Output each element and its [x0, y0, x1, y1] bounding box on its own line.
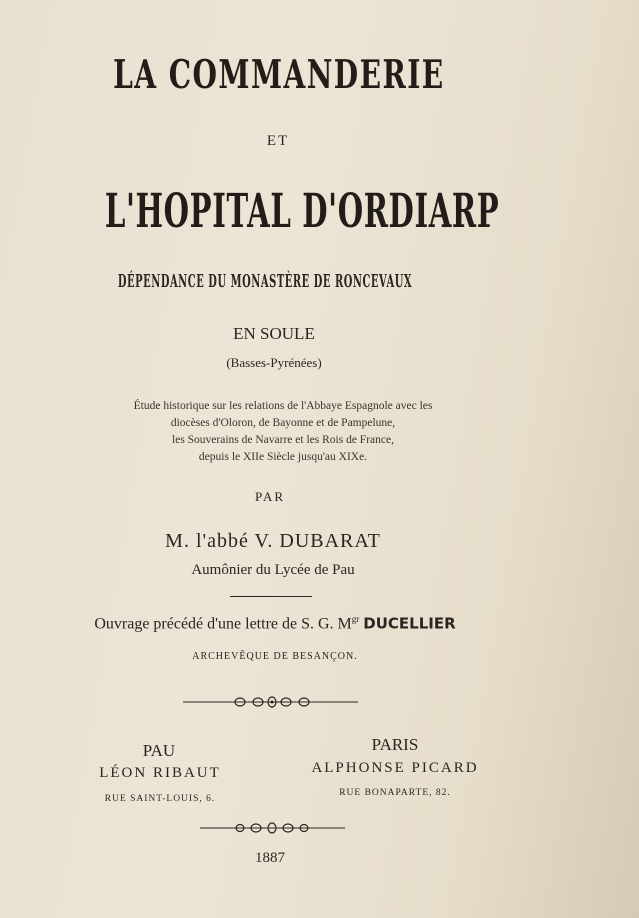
- publisher-left-address: RUE SAINT-LOUIS, 6.: [104, 794, 216, 804]
- publisher-right-city: PARIS: [371, 735, 419, 754]
- ornament-divider-bottom: [0, 820, 560, 836]
- conjunction: ET: [266, 133, 290, 149]
- publication-year: 1887: [255, 850, 285, 866]
- description-line-4: depuis le XIIe Siècle jusqu'au XIXe.: [198, 451, 368, 463]
- separator-rule: [230, 596, 312, 597]
- preface-line: [0, 614, 550, 633]
- publisher-left-name: LÉON RIBAUT: [99, 765, 221, 781]
- subtitle: DÉPENDANCE DU MONASTÈRE DE RONCEVAUX: [117, 271, 413, 292]
- publisher-left-city: PAU: [142, 741, 176, 760]
- publisher-right-name: ALPHONSE PICARD: [311, 760, 479, 776]
- preface-sup: gr: [351, 614, 360, 624]
- author: M. l'abbé V. DUBARAT: [165, 530, 381, 552]
- region: (Basses-Pyrénées): [226, 355, 322, 370]
- description-line-3: les Souverains de Navarre et les Rois de France,: [172, 434, 394, 446]
- description-line-1: Étude historique sur les relations de l'Abbaye Espagnole avec les: [133, 400, 433, 412]
- author-title: Aumônier du Lycée de Pau: [191, 562, 355, 578]
- preface-role: ARCHEVÊQUE DE BESANÇON.: [192, 651, 358, 662]
- ornament-divider-top: [0, 694, 560, 710]
- description-line-2: diocèses d'Oloron, de Bayonne et de Pampelune,: [170, 417, 396, 429]
- preface-prefix: Ouvrage précédé d'une lettre de S. G. M: [94, 615, 352, 633]
- title-line-1: LA COMMANDERIE: [113, 52, 445, 98]
- location: EN SOULE: [233, 324, 315, 343]
- preface-name: DUCELLIER: [363, 614, 456, 633]
- publisher-right-address: RUE BONAPARTE, 82.: [339, 788, 451, 798]
- by-label: PAR: [254, 489, 286, 504]
- title-line-2: L'HOPITAL D'ORDIARP: [104, 184, 500, 239]
- description: [0, 398, 566, 466]
